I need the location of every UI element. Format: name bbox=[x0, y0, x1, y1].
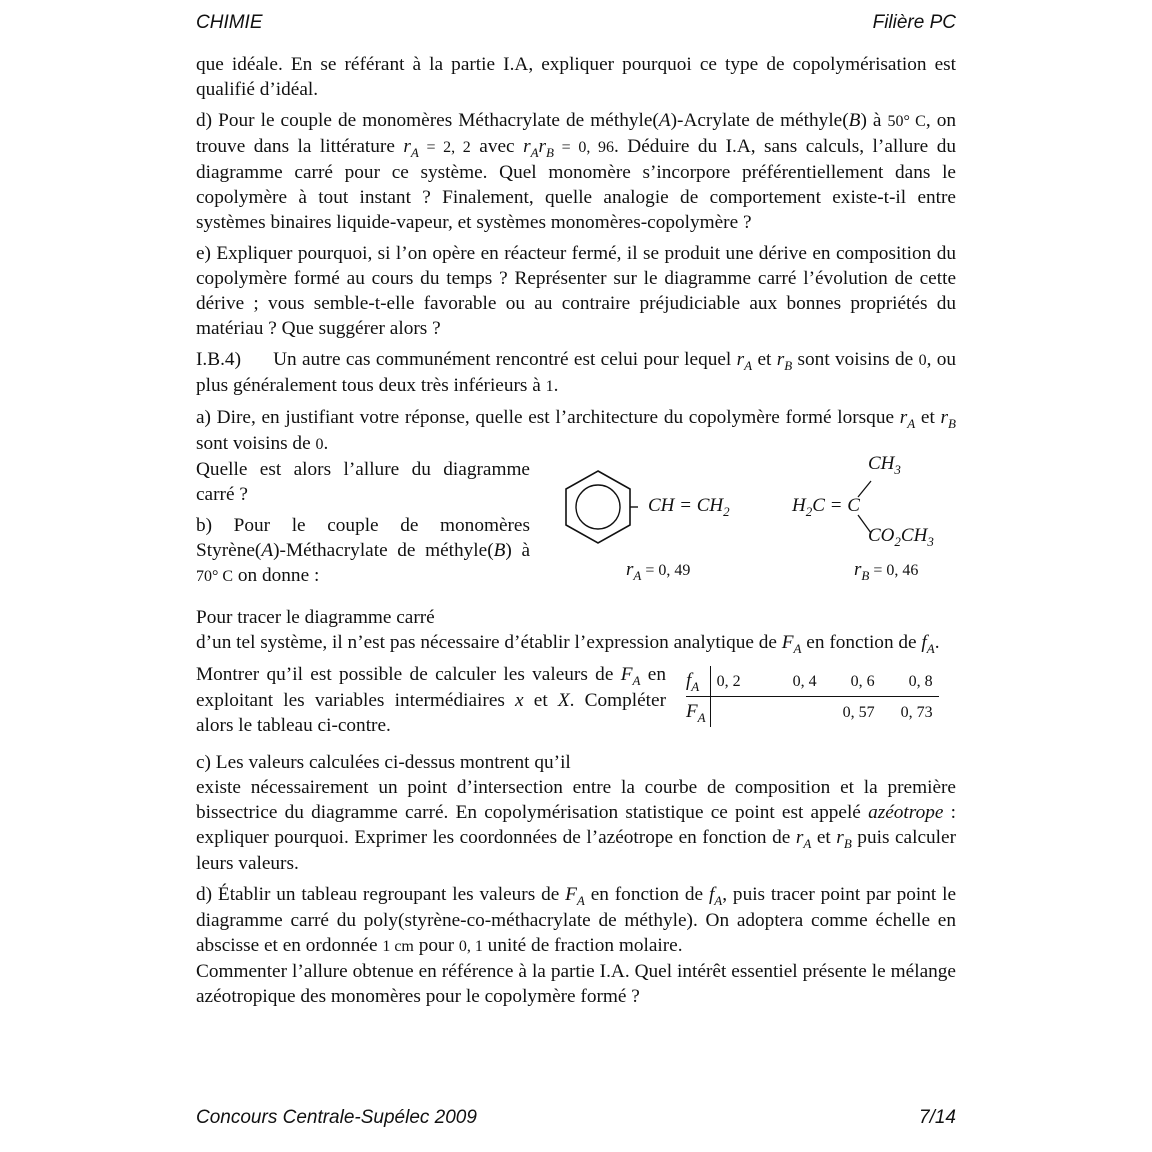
header-stream: Filière PC bbox=[872, 12, 956, 33]
monomer-block bbox=[196, 453, 956, 605]
table-block bbox=[196, 662, 956, 750]
question-d2-comment: Commenter l’allure obtenue en référence à la partie I.A. Quel intérêt essentiel présente le mélange azéotropique des monomères pour le copolymère formé ? bbox=[196, 961, 956, 1007]
mma-ester-group: $CO_2CH_3$ bbox=[868, 525, 934, 549]
page-number: 7/14 bbox=[919, 1107, 956, 1128]
header-subject: CHIMIE bbox=[196, 12, 263, 33]
table-cell: 0, 8 bbox=[881, 666, 939, 697]
question-b-p1b: d’un tel système, il n’est pas nécessaire d’établir l’expression analytique de $F_A$ en fonction de $f_A$. bbox=[196, 632, 940, 656]
table-cell bbox=[710, 697, 759, 728]
mma-main-chain: $H_2C = C$ bbox=[792, 495, 860, 519]
styrene-ratio: $r_A = 0$, 49 bbox=[626, 559, 691, 583]
table-row-label: $f_A$ bbox=[686, 666, 710, 697]
table-cell: 0, 73 bbox=[900, 703, 933, 721]
styrene-formula: CH = $CH_2$ bbox=[648, 495, 730, 519]
table-row-label: $F_A$ bbox=[686, 697, 710, 728]
question-d2: d) Établir un tableau regroupant les valeurs de $F_A$ en fonction de $f_A$, puis tracer point par point le diagramme carré du poly(styrène-co-méthacrylate de méthyle). On adoptera comme échelle en abscisse et en ordonnée 1 cm pour 0, 1 unité de fraction molaire. bbox=[196, 884, 957, 956]
question-b: b) Pour le couple de monomères Styrène(A)-Méthacrylate de méthyle(B) à 70° C on donne : bbox=[196, 515, 530, 586]
table-cell: 0, 57 bbox=[842, 703, 875, 721]
page-content bbox=[196, 52, 956, 1015]
table-text bbox=[196, 662, 666, 738]
table-cell bbox=[759, 697, 823, 728]
question-b-p2: Montrer qu’il est possible de calculer les valeurs de $F_A$ en exploitant les variables intermédiaires x et X. Compléter alors le tableau ci-contre. bbox=[196, 664, 666, 736]
footer-contest: Concours Centrale-Supélec 2009 bbox=[196, 1107, 477, 1128]
question-e1: e) Expliquer pourquoi, si l’on opère en réacteur fermé, il se produit une dérive en composition du copolymère formé au cours du temps ? Représenter sur le diagramme carré l’évolution de cette dérive ; vous semble-t-elle favorable ou au contraire préjudiciable aux bonnes propriétés du matériau ? Que suggérer alors ? bbox=[196, 243, 956, 339]
table-cell: 0, 2 bbox=[710, 666, 759, 697]
question-c-1: c) Les valeurs calculées ci-dessus montrent qu’il bbox=[196, 752, 571, 773]
question-c-2: existe nécessairement un point d’intersection entre la courbe de composition et la première bissectrice du diagramme carré. En copolymérisation statistique ce point est appelé azéotrope : expliquer pourquoi. Exprimer les coordonnées de l’azéotrope en fonction de $r_A$ et $r_B$ puis calculer leurs valeurs. bbox=[196, 777, 956, 874]
monomer-text bbox=[196, 457, 530, 589]
benzene-ring-icon bbox=[558, 467, 638, 547]
mma-top-group: $CH_3$ bbox=[868, 453, 901, 477]
question-a-2: Quelle est alors l’allure du diagramme carré ? bbox=[196, 459, 530, 505]
question-a: a) Dire, en justifiant votre réponse, quelle est l’architecture du copolymère formé lorsque $r_A$ et $r_B$ sont voisins de 0. bbox=[196, 407, 956, 454]
paragraph-intro: que idéale. En se référant à la partie I.A, expliquer pourquoi ce type de copolymérisation est qualifié d’idéal. bbox=[196, 54, 956, 100]
section-ib4: I.B.4) Un autre cas communément rencontré est celui pour lequel $r_A$ et $r_B$ sont voisins de 0, ou plus généralement tous deux très inférieurs à 1. bbox=[196, 349, 957, 396]
table-cell: 0, 4 bbox=[759, 666, 823, 697]
table-row-FA bbox=[686, 697, 939, 728]
mma-ratio: $r_B = 0$, 46 bbox=[854, 559, 919, 583]
question-b-p1a: Pour tracer le diagramme carré bbox=[196, 607, 435, 628]
question-d1: d) Pour le couple de monomères Méthacrylate de méthyle(A)-Acrylate de méthyle(B) à 50° C, on trouve dans la littérature $r_A = 2$, 2 avec $r_Ar_B = 0$, 96. Déduire du I.A, sans calculs, l’allure du diagramme carré pour ce système. Quel monomère s’incorpore préférentiellement dans le copolymère à tout instant ? Finalement, quelle analogie de comportement existe-t-il entre systèmes binaires liquide-vapeur, et systèmes monomères-copolymère ? bbox=[196, 110, 957, 233]
table-cell: 0, 6 bbox=[823, 666, 881, 697]
composition-table bbox=[686, 666, 939, 727]
table-row-fA bbox=[686, 666, 939, 697]
